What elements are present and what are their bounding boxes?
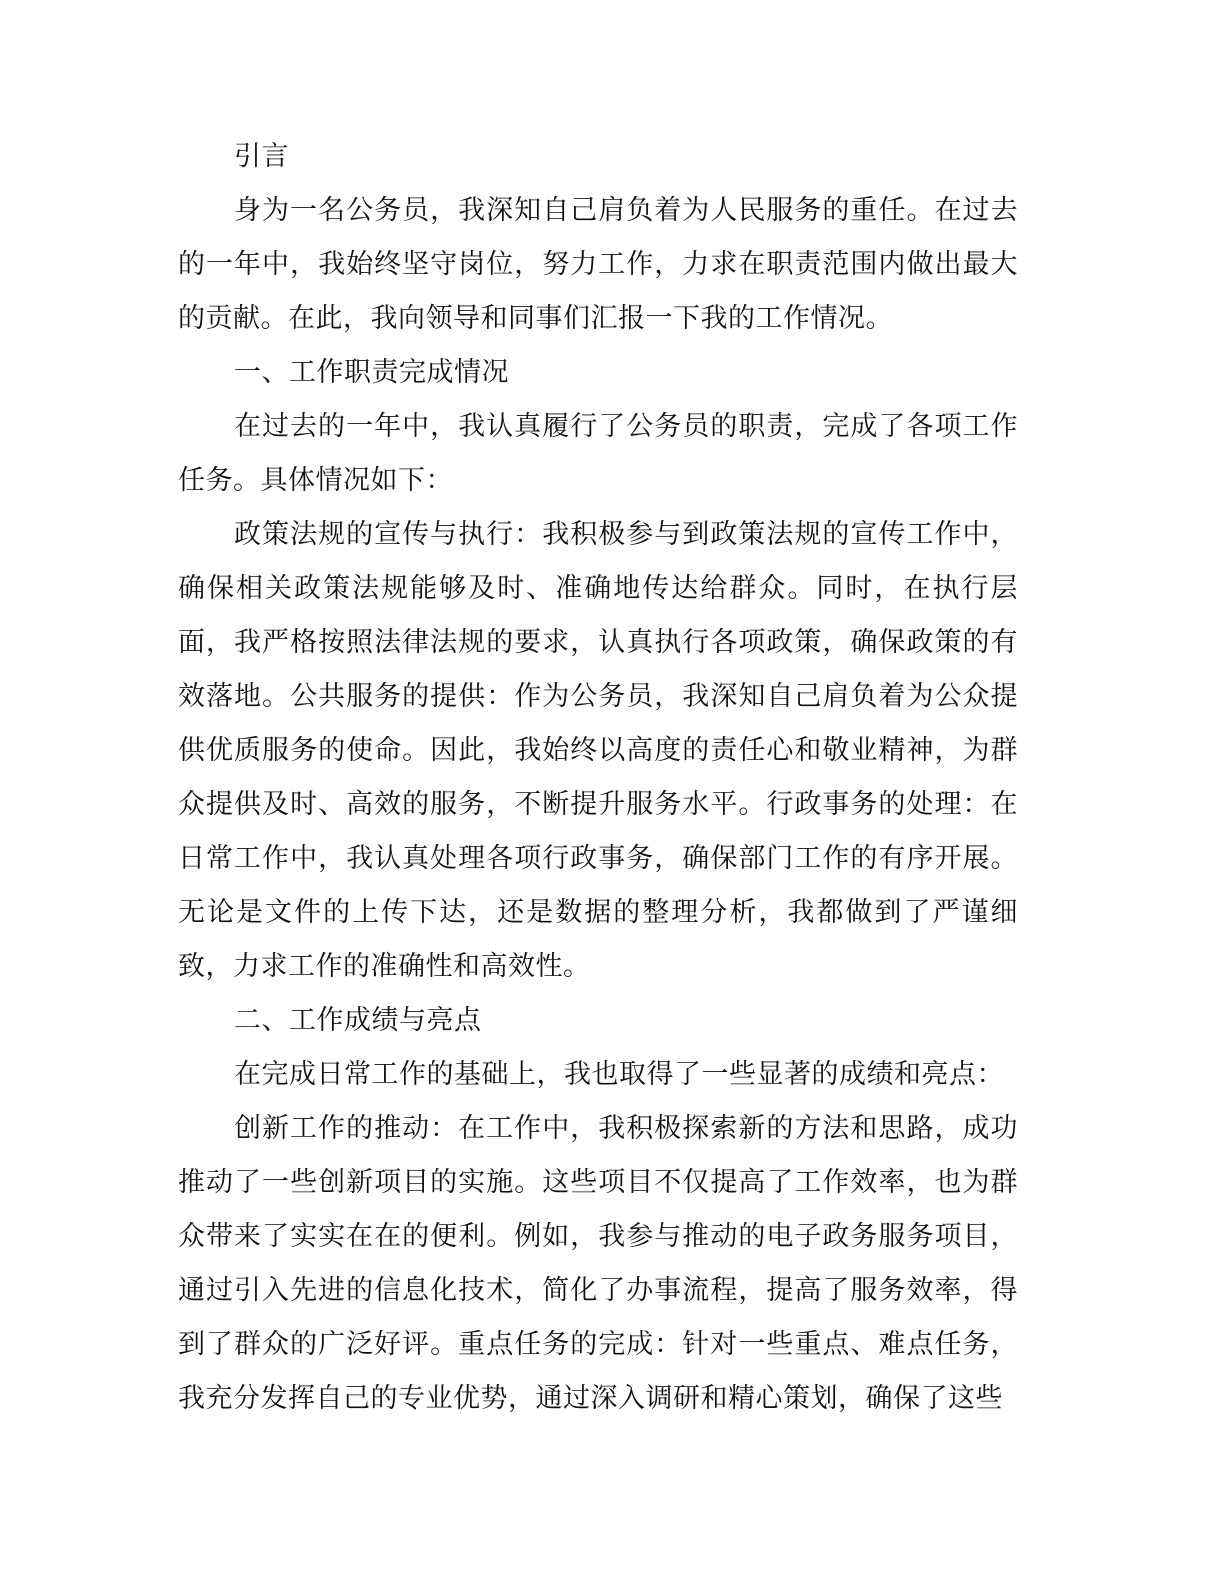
heading-section-1: 一、工作职责完成情况 bbox=[234, 357, 509, 388]
paragraph-section-2-intro: 在完成日常工作的基础上，我也取得了一些显著的成绩和亮点： bbox=[234, 1059, 1004, 1090]
paragraph-introduction: 身为一名公务员，我深知自己肩负着为人民服务的重任。在过去的一年中，我始终坚守岗位，努力工作，力求在职责范围内做出最大的贡献。在此，我向领导和同事们汇报一下我的工作情况。 bbox=[178, 195, 1018, 334]
heading-introduction: 引言 bbox=[234, 141, 289, 172]
paragraph-section-1-details: 政策法规的宣传与执行：我积极参与到政策法规的宣传工作中，确保相关政策法规能够及时、准确地传达给群众。同时，在执行层面，我严格按照法律法规的要求，认真执行各项政策，确保政策的有效落地。公共服务的提供：作为公务员，我深知自己肩负着为公众提供优质服务的使命。因此，我始终以高度的责任心和敬业精神，为群众提供及时、高效的服务，不断提升服务水平。行政事务的处理：在日常工作中，我认真处理各项行政事务，确保部门工作的有序开展。无论是文件的上传下达，还是数据的整理分析，我都做到了严谨细致，力求工作的准确性和高效性。 bbox=[178, 519, 1018, 982]
heading-section-2: 二、工作成绩与亮点 bbox=[234, 1005, 482, 1036]
document-body bbox=[178, 130, 1018, 1426]
paragraph-section-2-details: 创新工作的推动：在工作中，我积极探索新的方法和思路，成功推动了一些创新项目的实施。这些项目不仅提高了工作效率，也为群众带来了实实在在的便利。例如，我参与推动的电子政务服务项目，通过引入先进的信息化技术，简化了办事流程，提高了服务效率，得到了群众的广泛好评。重点任务的完成：针对一些重点、难点任务，我充分发挥自己的专业优势，通过深入调研和精心策划，确保了这些 bbox=[178, 1113, 1018, 1414]
paragraph-section-1-intro: 在过去的一年中，我认真履行了公务员的职责，完成了各项工作任务。具体情况如下： bbox=[178, 411, 1018, 496]
